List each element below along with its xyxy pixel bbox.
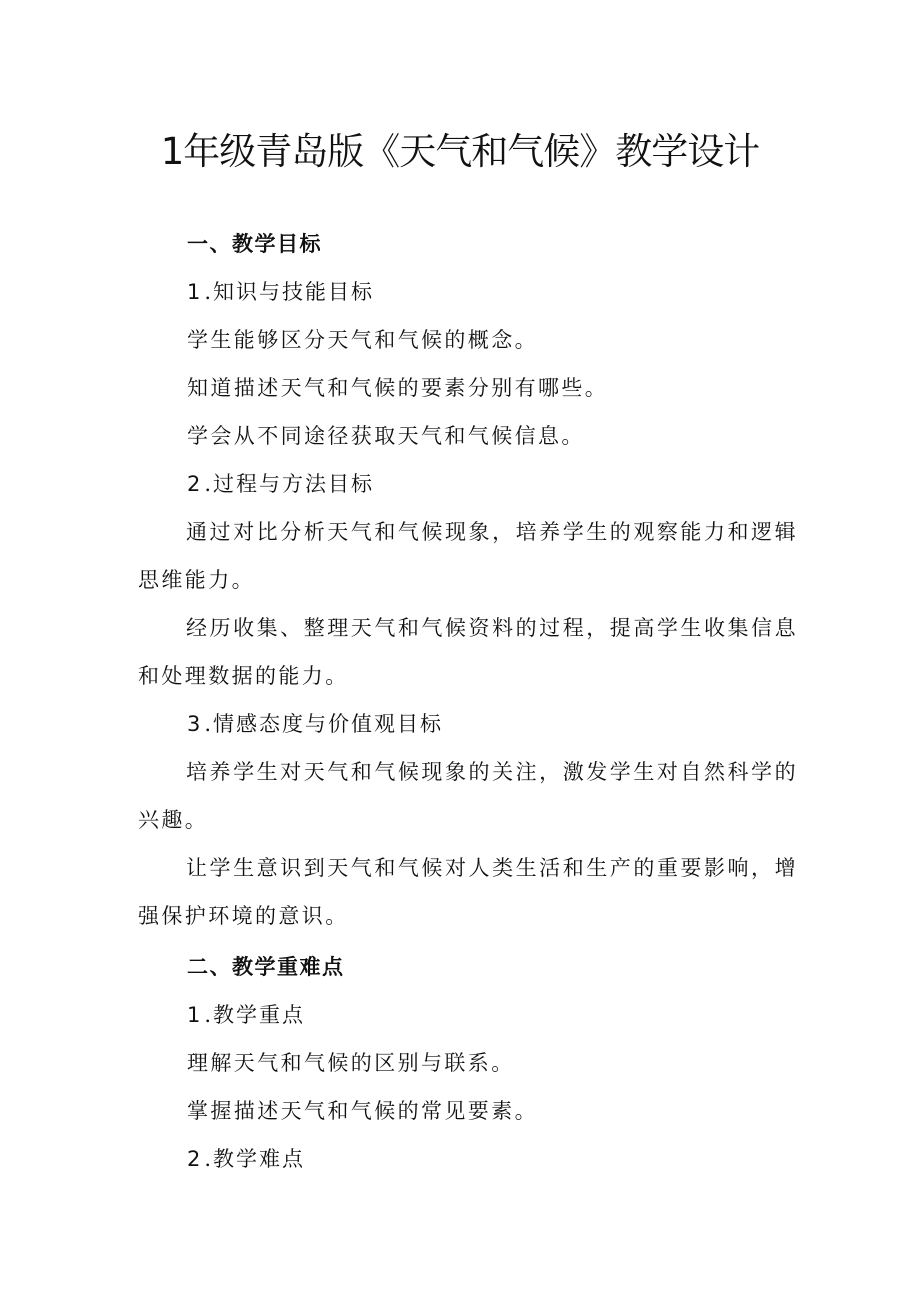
paragraph: 通过对比分析天气和气候现象，培养学生的观察能力和逻辑思维能力。 [138,520,798,592]
document-title: 1年级青岛版《天气和气候》教学设计 [160,130,760,173]
paragraph: 学生能够区分天气和气候的概念。 [187,328,538,352]
subsection-number: 2 [187,1147,201,1171]
subsection-label: .教学难点 [204,1147,306,1171]
subsection-label: .过程与方法目标 [204,472,375,496]
section-heading-teaching-goals: 一、教学目标 [187,232,322,256]
paragraph: 知道描述天气和气候的要素分别有哪些。 [187,376,609,400]
subsection-heading-key-points [187,1000,305,1030]
subsection-heading-process-methods [187,469,374,499]
subsection-heading-knowledge-skills [187,277,374,307]
paragraph: 让学生意识到天气和气候对人类生活和生产的重要影响，增强保护环境的意识。 [138,856,798,928]
paragraph: 学会从不同途径获取天气和气候信息。 [187,424,585,448]
subsection-number: 3 [187,712,201,736]
paragraph: 理解天气和气候的区别与联系。 [187,1051,515,1075]
paragraph: 掌握描述天气和气候的常见要素。 [187,1099,538,1123]
subsection-number: 1 [187,1003,201,1027]
paragraph: 培养学生对天气和气候现象的关注，激发学生对自然科学的兴趣。 [138,760,798,832]
subsection-number: 1 [187,280,201,304]
subsection-label: .教学重点 [204,1003,306,1027]
paragraph: 经历收集、整理天气和气候资料的过程，提高学生收集信息和处理数据的能力。 [138,616,798,688]
section-heading-key-difficult-points: 二、教学重难点 [187,955,345,979]
subsection-label: .知识与技能目标 [204,280,375,304]
subsection-heading-difficult-points [187,1144,305,1174]
subsection-number: 2 [187,472,201,496]
subsection-heading-attitudes-values [187,709,443,739]
subsection-label: .情感态度与价值观目标 [204,712,444,736]
